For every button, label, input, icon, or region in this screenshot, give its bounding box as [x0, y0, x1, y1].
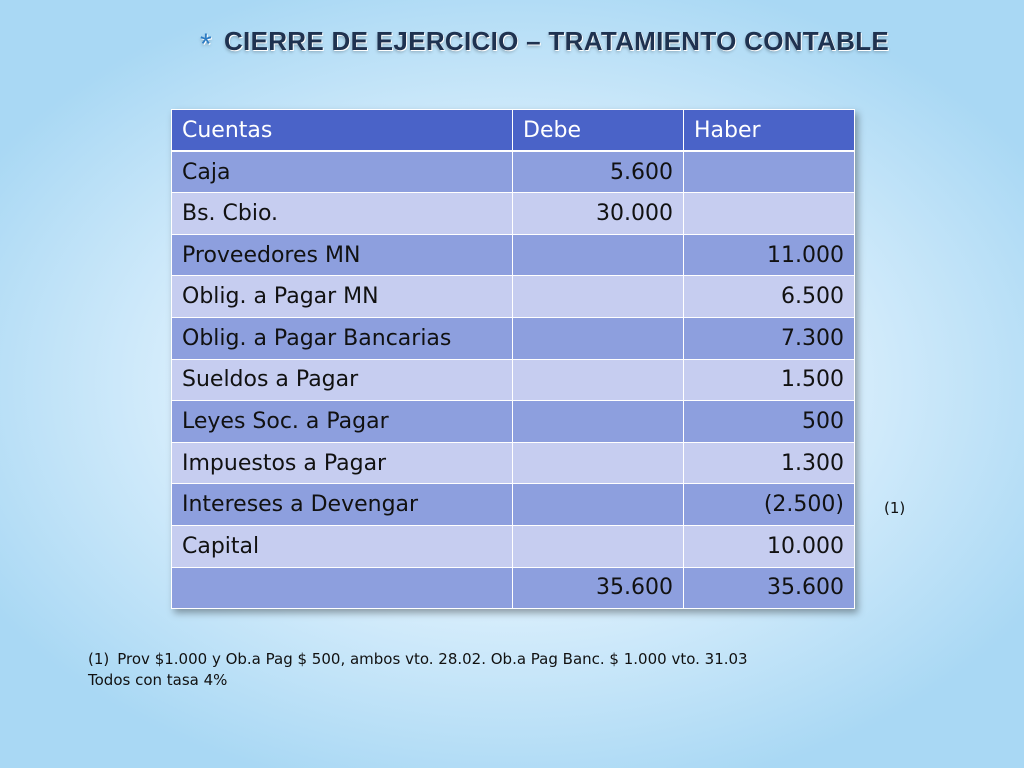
- debe-cell: [513, 484, 684, 526]
- debe-cell: [513, 234, 684, 276]
- table-row: [172, 276, 855, 318]
- haber-cell: 1.500: [684, 359, 855, 401]
- debe-total-cell: 35.600: [513, 567, 684, 609]
- debe-cell: 30.000: [513, 193, 684, 235]
- footnote-line-2: Todos con tasa 4%: [88, 671, 228, 689]
- debe-cell: 5.600: [513, 151, 684, 193]
- debe-cell: [513, 401, 684, 443]
- account-cell: Proveedores MN: [172, 234, 513, 276]
- haber-cell: 6.500: [684, 276, 855, 318]
- account-cell: Sueldos a Pagar: [172, 359, 513, 401]
- table-row: [172, 442, 855, 484]
- debe-cell: [513, 442, 684, 484]
- table-row: [172, 401, 855, 443]
- table-row: [172, 359, 855, 401]
- footnote-text-1: Prov $1.000 y Ob.a Pag $ 500, ambos vto. 28.02. Ob.a Pag Banc. $ 1.000 vto. 31.03: [117, 650, 748, 668]
- debe-cell: [513, 276, 684, 318]
- totals-row: [172, 567, 855, 609]
- haber-cell: 500: [684, 401, 855, 443]
- haber-cell: 1.300: [684, 442, 855, 484]
- asterisk-bullet-icon: *: [200, 28, 212, 61]
- debe-cell: [513, 525, 684, 567]
- slide-title: [200, 24, 960, 64]
- totals-label-cell: [172, 567, 513, 609]
- account-cell: Oblig. a Pagar MN: [172, 276, 513, 318]
- account-cell: Bs. Cbio.: [172, 193, 513, 235]
- account-cell: Capital: [172, 525, 513, 567]
- haber-cell: 11.000: [684, 234, 855, 276]
- haber-cell: [684, 193, 855, 235]
- haber-cell: (2.500): [684, 484, 855, 526]
- footnote: [88, 649, 748, 691]
- debe-cell: [513, 359, 684, 401]
- table-row: [172, 317, 855, 359]
- haber-total-cell: 35.600: [684, 567, 855, 609]
- header-haber: Haber: [684, 110, 855, 152]
- table-row: [172, 484, 855, 526]
- debe-cell: [513, 317, 684, 359]
- account-cell: Oblig. a Pagar Bancarias: [172, 317, 513, 359]
- table-row: [172, 525, 855, 567]
- haber-cell: 7.300: [684, 317, 855, 359]
- footnote-marker: (1): [884, 499, 906, 517]
- table-row: [172, 234, 855, 276]
- table-row: [172, 151, 855, 193]
- account-cell: Impuestos a Pagar: [172, 442, 513, 484]
- footnote-line-1: [88, 649, 748, 670]
- footnote-number: (1): [88, 650, 110, 668]
- header-debe: Debe: [513, 110, 684, 152]
- table-row: [172, 193, 855, 235]
- closing-entries-table: [171, 109, 855, 609]
- account-cell: Intereses a Devengar: [172, 484, 513, 526]
- table-header-row: [172, 110, 855, 152]
- account-cell: Leyes Soc. a Pagar: [172, 401, 513, 443]
- haber-cell: [684, 151, 855, 193]
- header-cuentas: Cuentas: [172, 110, 513, 152]
- haber-cell: 10.000: [684, 525, 855, 567]
- account-cell: Caja: [172, 151, 513, 193]
- slide-title-text: CIERRE DE EJERCICIO – TRATAMIENTO CONTABLE: [223, 26, 890, 56]
